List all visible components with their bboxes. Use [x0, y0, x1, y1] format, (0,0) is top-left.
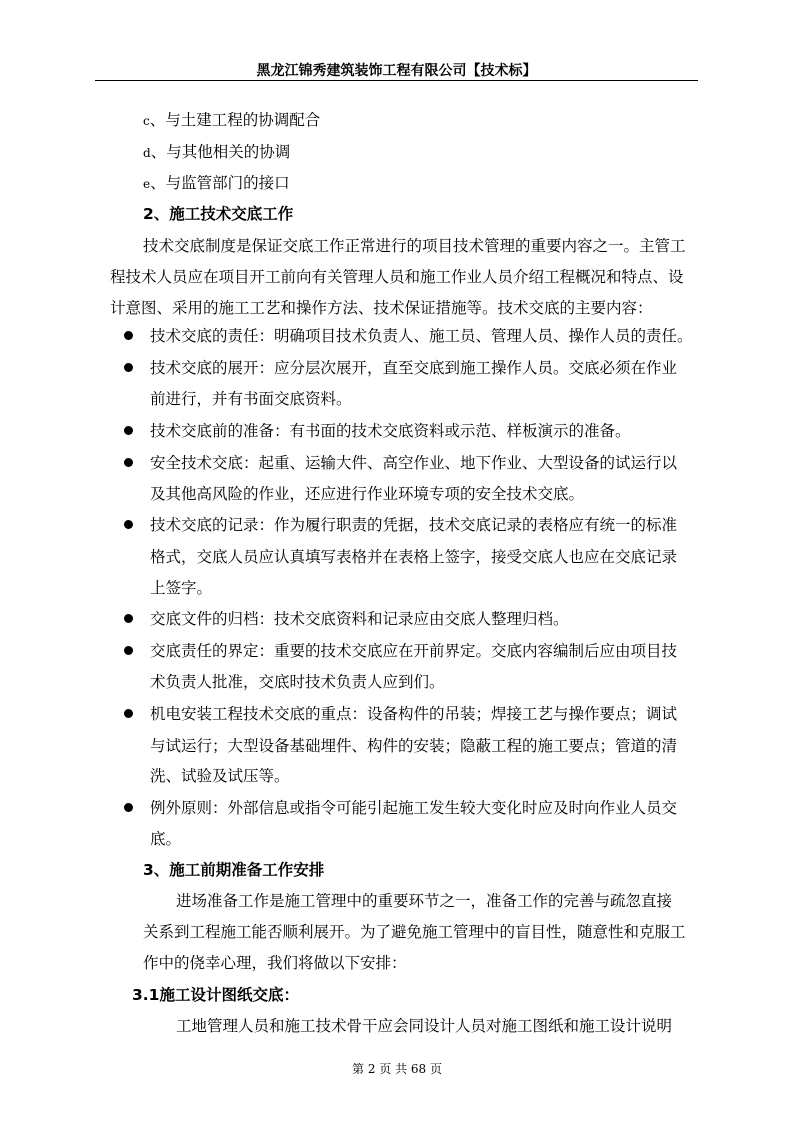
bullet-line: 交底文件的归档：技术交底资料和记录应由交底人整理归档。	[150, 610, 569, 628]
bullet-line: 与试运行；大型设备基础埋件、构件的安装；隐蔽工程的施工要点；管道的清	[150, 737, 678, 755]
header-rule	[95, 80, 698, 81]
bullet-icon	[124, 331, 133, 340]
item-text: 、与监管部门的接口	[150, 174, 290, 192]
bullet-icon	[124, 520, 133, 529]
bullet-line: 例外原则：外部信息或指令可能引起施工发生较大变化时应及时向作业人员交	[150, 799, 678, 817]
item-prefix: c	[143, 114, 150, 128]
bullet-icon	[124, 709, 133, 718]
paragraph-line: 计意图、采用的施工工艺和操作方法、技术保证措施等。技术交底的主要内容：	[110, 299, 653, 317]
paragraph-line: 进场准备工作是施工管理中的重要环节之一，准备工作的完善与疏忽直接	[176, 892, 673, 910]
subsection-3-1-heading: 3.1施工设计图纸交底：	[132, 986, 299, 1004]
bullet-line: 技术交底前的准备：有书面的技术交底资料或示范、样板演示的准备。	[150, 422, 631, 440]
list-item-d	[143, 142, 290, 163]
bullet-line: 格式，交底人员应认真填写表格并在表格上签字，接受交底人也应在交底记录	[150, 548, 678, 566]
list-item-c	[143, 110, 320, 131]
list-item-e	[143, 173, 290, 194]
bullet-icon	[124, 803, 133, 812]
bullet-icon	[124, 458, 133, 467]
paragraph-line: 作中的侥幸心理，我们将做以下安排：	[143, 954, 407, 972]
bullet-line: 交底责任的界定：重要的技术交底应在开前界定。交底内容编制后应由项目技	[150, 642, 678, 660]
bullet-line: 上签字。	[150, 579, 213, 597]
bullet-line: 技术交底的展开：应分层次展开，直至交底到施工操作人员。交底必须在作业	[150, 359, 678, 377]
bullet-icon	[124, 614, 133, 623]
bullet-line: 术负责人批准，交底时技术负责人应到们。	[150, 673, 445, 691]
bullet-line: 及其他高风险的作业，还应进行作业环境专项的安全技术交底。	[150, 485, 585, 503]
bullet-line: 机电安装工程技术交底的重点：设备构件的吊装；焊接工艺与操作要点；调试	[150, 705, 678, 723]
paragraph-line: 技术交底制度是保证交底工作正常进行的项目技术管理的重要内容之一。主管工	[143, 237, 686, 255]
bullet-line: 洗、试验及试压等。	[150, 767, 290, 785]
paragraph-line: 关系到工程施工能否顺利展开。为了避免施工管理中的盲目性，随意性和克服工	[143, 923, 686, 941]
section-2-heading: 2、施工技术交底工作	[143, 205, 294, 223]
page-number: 第 2 页 共 68 页	[352, 1062, 442, 1076]
paragraph-line: 工地管理人员和施工技术骨干应会同设计人员对施工图纸和施工设计说明	[176, 1017, 673, 1035]
section-3-heading: 3、施工前期准备工作安排	[143, 861, 325, 879]
item-text: 、与其他相关的协调	[150, 143, 291, 161]
item-text: 、与土建工程的协调配合	[149, 111, 321, 129]
item-prefix: d	[143, 146, 151, 160]
bullet-line: 技术交底的记录：作为履行职责的凭据，技术交底记录的表格应有统一的标准	[150, 516, 678, 534]
bullet-line: 技术交底的责任：明确项目技术负责人、施工员、管理人员、操作人员的责任。	[150, 327, 693, 345]
bullet-icon	[124, 646, 133, 655]
bullet-line: 前进行，并有书面交底资料。	[150, 390, 352, 408]
bullet-icon	[124, 426, 133, 435]
bullet-line: 安全技术交底：起重、运输大件、高空作业、地下作业、大型设备的试运行以	[150, 454, 678, 472]
bullet-icon	[124, 363, 133, 372]
item-prefix: e	[143, 177, 151, 191]
bullet-line: 底。	[150, 830, 182, 848]
page-header: 黑龙江锦秀建筑装饰工程有限公司【技术标】	[256, 63, 537, 79]
paragraph-line: 程技术人员应在项目开工前向有关管理人员和施工作业人员介绍工程概况和特点、设	[110, 268, 684, 286]
